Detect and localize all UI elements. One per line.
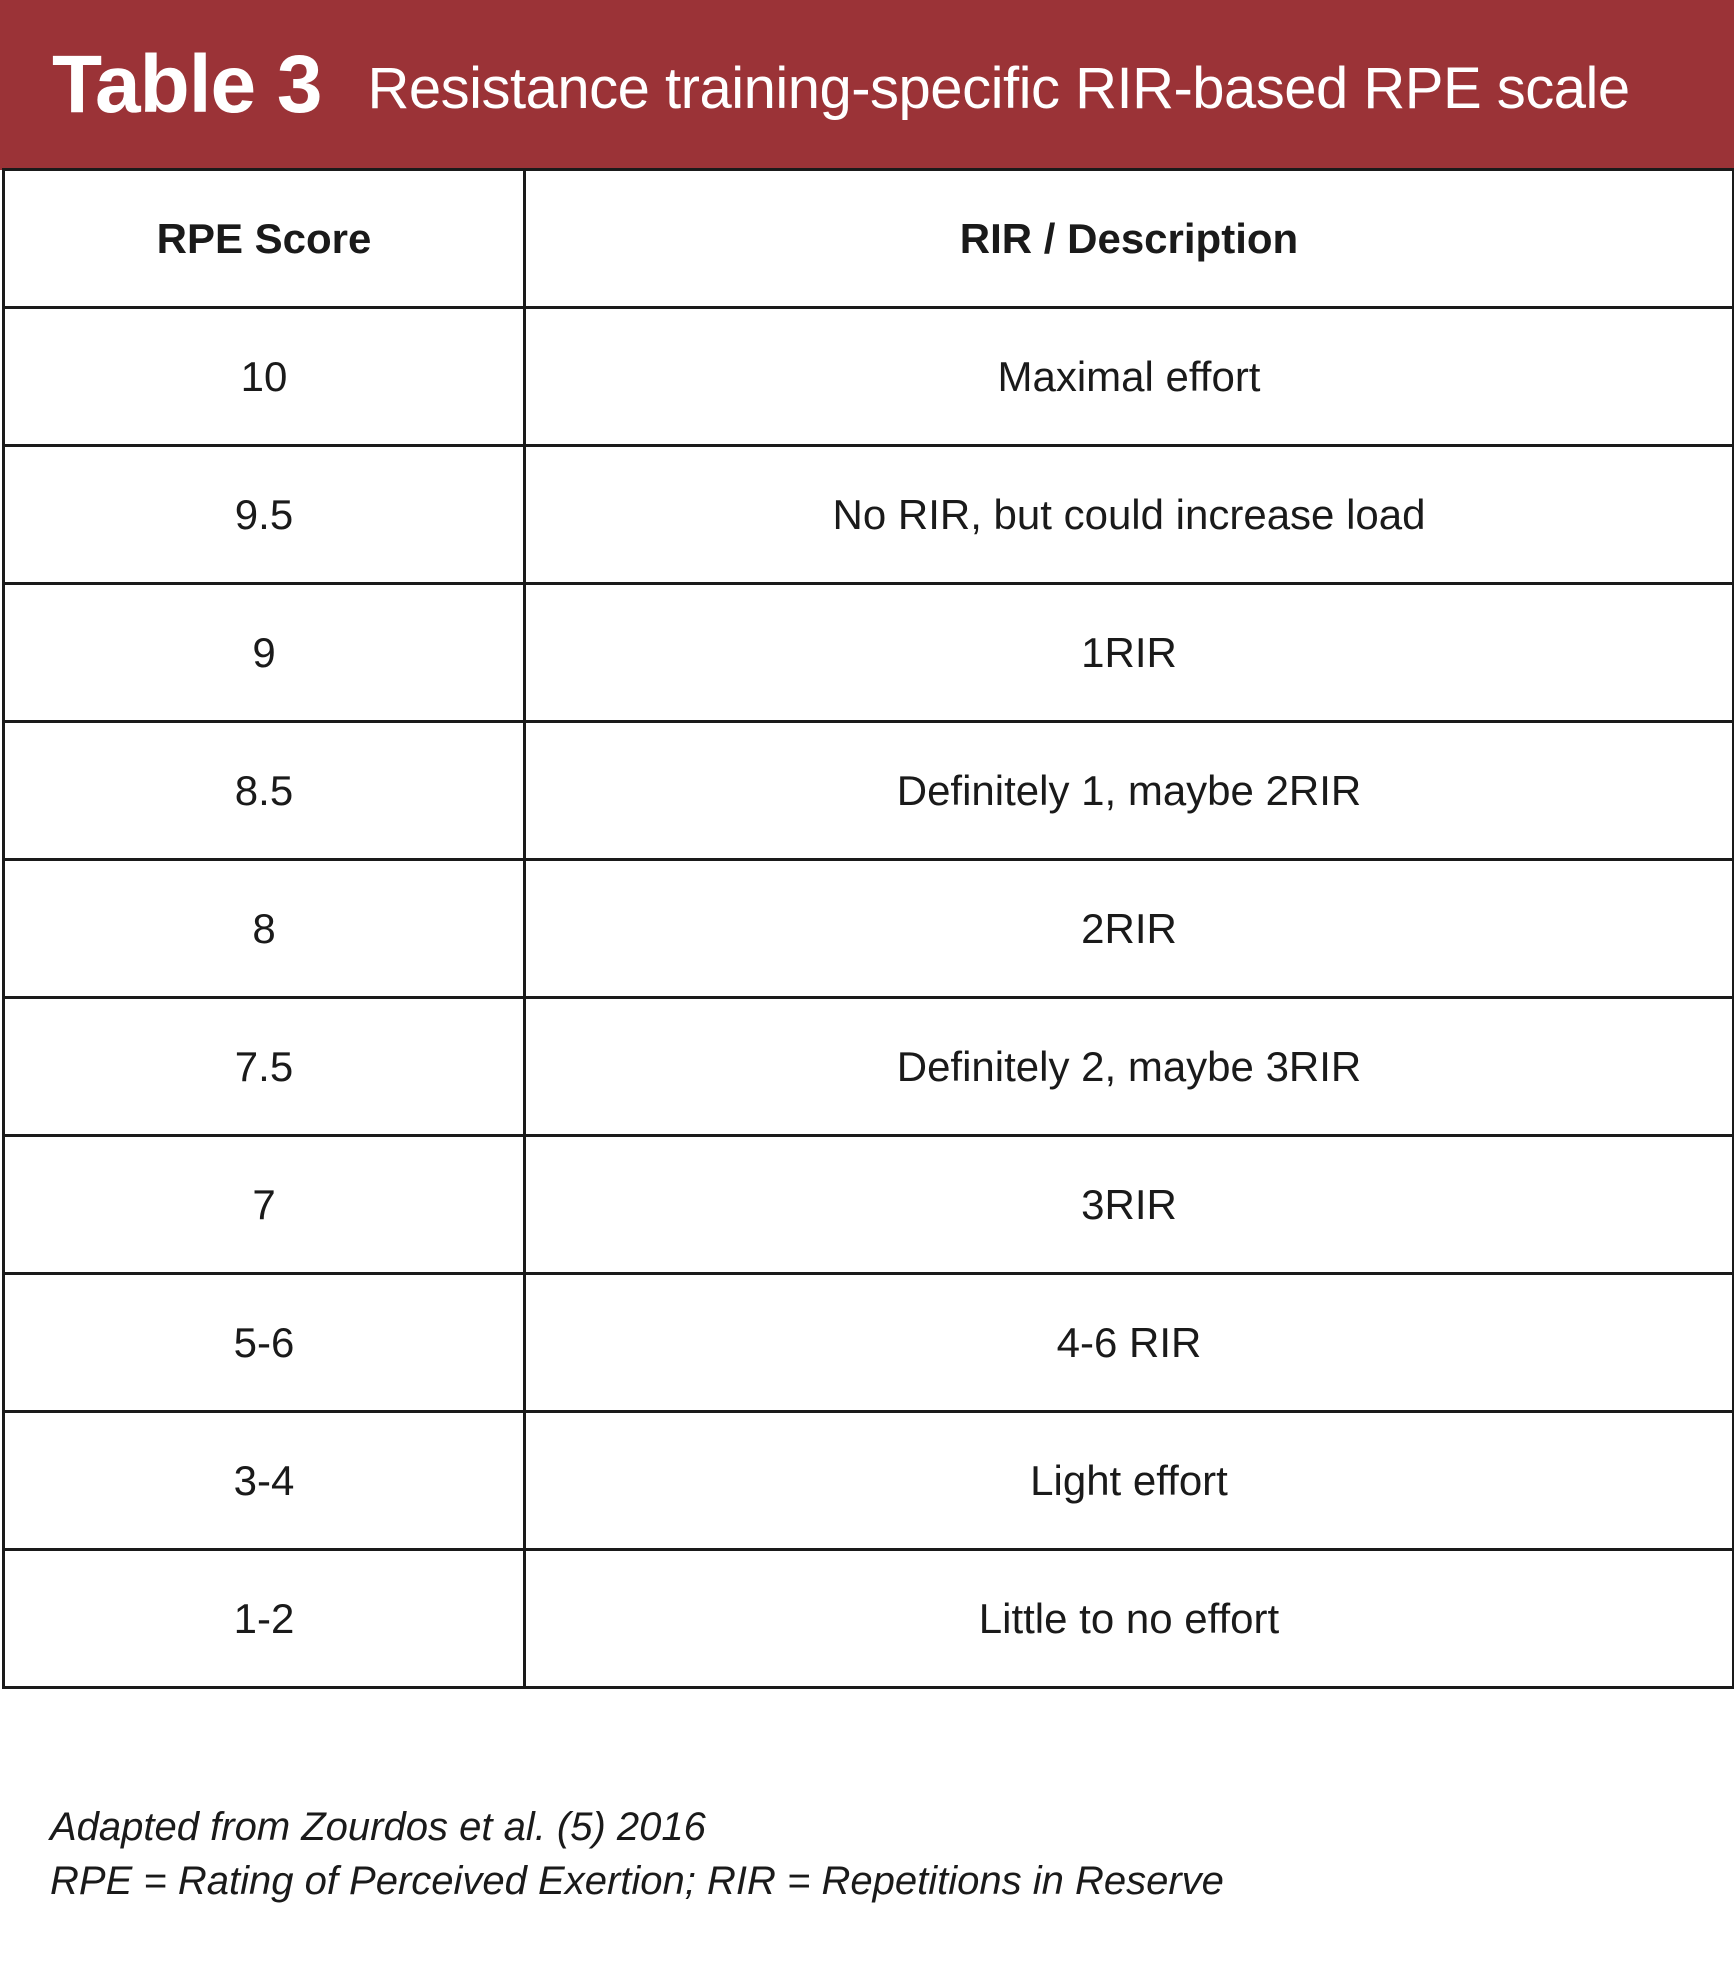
rpe-score-cell: 9	[4, 584, 525, 722]
rpe-score-cell: 8	[4, 860, 525, 998]
rir-description-cell: Light effort	[525, 1412, 1734, 1550]
rir-description-cell: Little to no effort	[525, 1550, 1734, 1688]
rpe-score-cell: 1-2	[4, 1550, 525, 1688]
rpe-score-cell: 3-4	[4, 1412, 525, 1550]
table-header-banner	[0, 0, 1734, 170]
rpe-score-cell: 7	[4, 1136, 525, 1274]
rir-description-cell: Definitely 2, maybe 3RIR	[525, 998, 1734, 1136]
table-row	[4, 584, 1734, 722]
table-label: Table 3	[52, 39, 322, 130]
table-row	[4, 308, 1734, 446]
rpe-score-cell: 9.5	[4, 446, 525, 584]
table-row	[4, 446, 1734, 584]
rpe-score-cell: 8.5	[4, 722, 525, 860]
rir-description-cell: No RIR, but could increase load	[525, 446, 1734, 584]
column-header-rir-description: RIR / Description	[525, 170, 1734, 308]
table-title: Resistance training-specific RIR-based RPE scale	[367, 56, 1630, 121]
table-footnotes	[50, 1800, 1224, 1908]
table-row	[4, 1274, 1734, 1412]
rpe-score-cell: 10	[4, 308, 525, 446]
abbreviations-note: RPE = Rating of Perceived Exertion; RIR = Repetitions in Reserve	[50, 1859, 1224, 1903]
table-row	[4, 1550, 1734, 1688]
rir-description-cell: Definitely 1, maybe 2RIR	[525, 722, 1734, 860]
table-row	[4, 860, 1734, 998]
table-row	[4, 998, 1734, 1136]
rpe-score-cell: 5-6	[4, 1274, 525, 1412]
column-header-rpe-score: RPE Score	[4, 170, 525, 308]
rir-description-cell: 3RIR	[525, 1136, 1734, 1274]
table-row	[4, 1412, 1734, 1550]
table-header-row	[4, 170, 1734, 308]
rir-description-cell: 1RIR	[525, 584, 1734, 722]
source-note: Adapted from Zourdos et al. (5) 2016	[50, 1805, 706, 1849]
table-row	[4, 722, 1734, 860]
rpe-scale-table	[2, 168, 1734, 1689]
rir-description-cell: Maximal effort	[525, 308, 1734, 446]
table-row	[4, 1136, 1734, 1274]
rpe-score-cell: 7.5	[4, 998, 525, 1136]
rir-description-cell: 2RIR	[525, 860, 1734, 998]
rir-description-cell: 4-6 RIR	[525, 1274, 1734, 1412]
